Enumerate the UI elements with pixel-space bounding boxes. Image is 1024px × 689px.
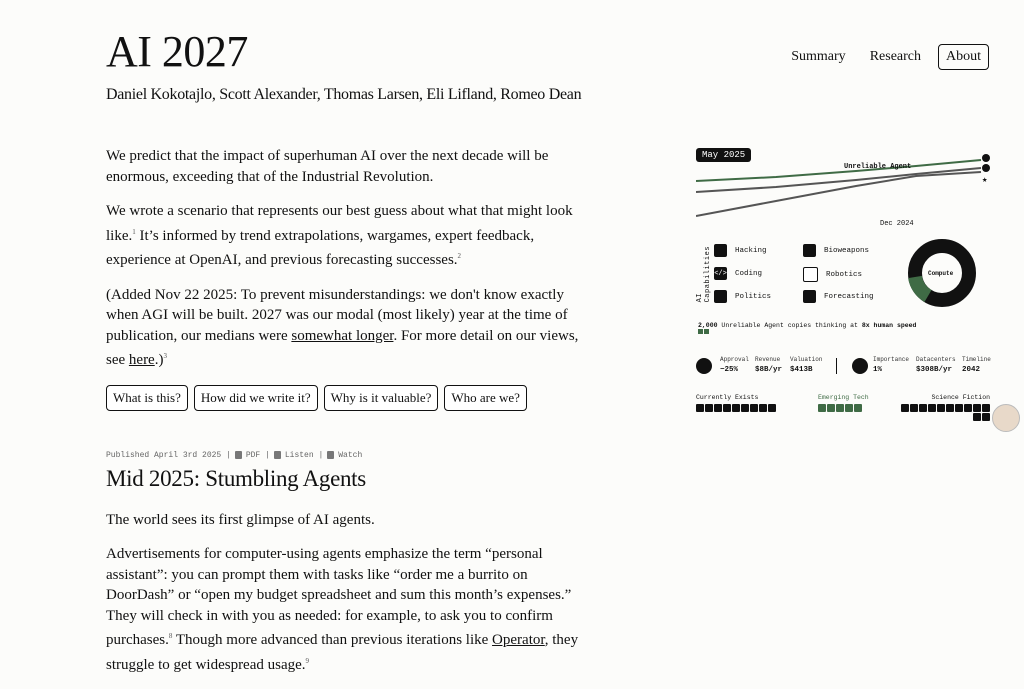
video-icon <box>327 451 334 459</box>
pdf-icon <box>235 451 242 459</box>
who-are-we-button[interactable]: Who are we? <box>444 385 527 411</box>
capitol-icon <box>714 290 727 303</box>
capabilities-vertical-label: AI Capabilities <box>696 245 712 303</box>
nav-summary-link[interactable]: Summary <box>791 49 846 64</box>
somewhat-longer-link[interactable]: somewhat longer <box>291 327 394 344</box>
globe-icon <box>852 358 868 374</box>
pdf-link[interactable]: PDF | <box>245 450 270 460</box>
section-paragraph-1: The world sees its first glimpse of AI agents. <box>106 511 375 528</box>
capability-trend-chart <box>696 146 992 226</box>
stat-datacenters: Datacenters $308B/yr <box>916 356 956 374</box>
capability-hacking[interactable]: Hacking <box>714 244 767 257</box>
stats-row <box>696 356 992 378</box>
footnote-2[interactable]: 2 <box>457 252 462 260</box>
top-nav <box>774 44 989 70</box>
nav-research-link[interactable]: Research <box>869 49 921 64</box>
intro-paragraph-1: We predict that the impact of superhuman AI over the next decade will be enormous, exceeding that of the Industrial Revolution. <box>106 148 549 185</box>
robot-icon <box>803 267 818 282</box>
intro-paragraph-2: We wrote a scenario that represents our best guess about what that might look like.$^1$ It’s informed by trend extrapolations, wargames, expert feedback, experience at OpenAI, and previous forecasting successes.$^2$ <box>106 203 573 268</box>
footnote-8[interactable]: 8 <box>168 632 173 640</box>
capability-coding[interactable]: </> Coding <box>714 267 762 280</box>
openbrain-logo-icon <box>696 358 712 374</box>
faq-buttons <box>106 385 586 411</box>
stat-approval: Approval −25% <box>720 356 749 374</box>
capability-endpoint-1 <box>982 154 990 162</box>
publish-meta <box>106 451 586 460</box>
nav-about-link[interactable]: About <box>938 44 989 70</box>
main-content <box>106 146 586 689</box>
legend-science-fiction: Science Fiction <box>896 394 990 421</box>
copies-line: 2,000 Unreliable Agent copies thinking at 8x human speed <box>698 322 916 336</box>
compute-label: Compute <box>928 270 954 277</box>
trend-icon <box>803 290 816 303</box>
here-link[interactable]: here <box>128 352 155 368</box>
footnote-3[interactable]: 3 <box>163 352 167 360</box>
code-icon: </> <box>714 267 727 280</box>
page-title: AI 2027 <box>106 27 248 76</box>
published-date: Published April 3rd 2025 | <box>106 450 231 460</box>
trend-line-1 <box>696 160 981 181</box>
section-title: Mid 2025: Stumbling Agents <box>106 465 366 491</box>
legend-emerging-tech: Emerging Tech <box>818 394 869 412</box>
capability-politics[interactable]: Politics <box>714 290 771 303</box>
date-badge: May 2025 <box>696 148 751 162</box>
stats-divider <box>836 358 837 374</box>
why-is-it-valuable-button[interactable]: Why is it valuable? <box>324 385 439 411</box>
speaker-icon <box>274 451 281 459</box>
capability-bioweapons[interactable]: Bioweapons <box>803 244 869 257</box>
assistant-avatar[interactable] <box>992 404 1020 432</box>
unreliable-agent-label: Unreliable Agent <box>844 163 912 171</box>
capability-endpoint-2 <box>982 164 990 172</box>
listen-link[interactable]: Listen | <box>284 450 324 460</box>
stat-valuation: Valuation $413B <box>790 356 823 374</box>
watch-link[interactable]: Watch <box>338 450 363 460</box>
axis-date-label: Dec 2024 <box>880 220 914 228</box>
how-did-we-write-it-button[interactable]: How did we write it? <box>194 385 318 411</box>
capability-forecasting[interactable]: Forecasting <box>803 290 874 303</box>
hacking-icon <box>714 244 727 257</box>
footnote-9[interactable]: 9 <box>305 656 310 665</box>
stat-timeline: Timeline 2042 <box>962 356 991 374</box>
what-is-this-button[interactable]: What is this? <box>106 385 188 411</box>
capability-robotics[interactable]: Robotics <box>803 267 862 282</box>
authors-line: Daniel Kokotajlo, Scott Alexander, Thomas Larsen, Eli Lifland, Romeo Dean <box>106 86 582 103</box>
biohazard-icon <box>803 244 816 257</box>
stat-importance: Importance 1% <box>873 356 910 374</box>
intro-paragraph-3: (Added Nov 22 2025: To prevent misunderstandings: we don't know exactly when AGI will be built. 2027 was our modal (most likely) year at the time of publication, our medians were somewhat longer. For more detail on our views, see here.)$^3$ <box>106 286 579 368</box>
capability-endpoint-3: ★ <box>982 175 988 185</box>
stat-revenue: Revenue $8B/yr <box>755 356 783 374</box>
section-paragraph-2: Advertisements for computer-using agents emphasize the term “personal assistant”: you can prompt them with tasks like “order me a burrito on DoorDash” or “open my budget spreadsheet and sum this month’s expenses.” They will check in with you as needed: for example, to ask you to confirm purchases.$^8$ Though more advanced than previous iterations like Operator, they struggle to get widespread usage.$^9$ <box>106 546 579 673</box>
legend-currently-exists: Currently Exists <box>696 394 776 412</box>
operator-link[interactable]: Operator <box>492 632 545 648</box>
footnote-1[interactable]: 1 <box>132 227 136 236</box>
